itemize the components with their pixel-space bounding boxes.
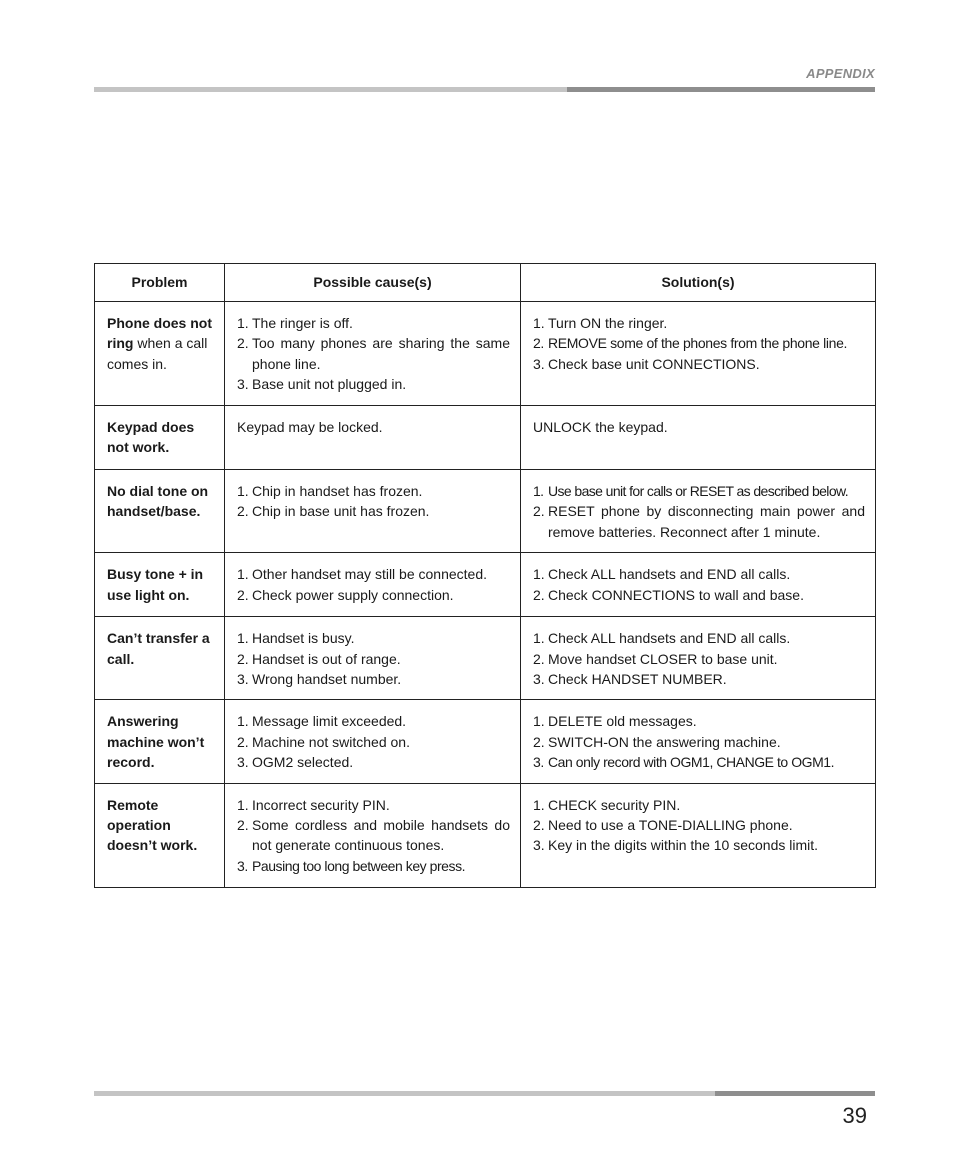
cause-item: 1. Incorrect security PIN. [237,796,390,813]
cause-text: Keypad may be locked. [237,419,383,435]
troubleshooting-table [94,263,876,888]
table-row [95,700,876,783]
section-label: APPENDIX [806,66,875,81]
table-row [95,406,876,470]
causes-cell [225,700,521,783]
solutions-cell [521,553,876,617]
solution-item: 1. Check ALL handsets and END all calls. [533,630,791,647]
solution-item: 1. CHECK security PIN. [533,796,681,813]
cause-item: 3. OGM2 selected. [237,754,354,771]
cause-item: 2. Handset is out of range. [237,650,401,667]
footer-rule [94,1091,875,1096]
problem-title: No dial tone on handset/base. [107,483,209,520]
problem-cell [95,783,225,887]
solutions-cell [521,700,876,783]
causes-cell [225,406,521,470]
solution-item: 1. Turn ON the ringer. [533,315,668,331]
cause-item: 3. Wrong handset number. [237,671,402,688]
problem-title: Keypad does not work. [107,419,195,456]
causes-cell [225,617,521,700]
cause-item: 3. Base unit not plugged in. [237,376,407,393]
problem-title: Remote operation doesn’t work. [107,796,198,854]
problem-cell [95,617,225,700]
cause-item: 3. Pausing too long between key press. [237,857,466,874]
problem-cell [95,700,225,783]
problem-cell [95,406,225,470]
table-row [95,783,876,887]
table-row [95,470,876,553]
solution-item: 3. Can only record with OGM1, CHANGE to OGM1. [533,754,835,771]
solutions-cell [521,470,876,553]
solution-item: 1. Check ALL handsets and END all calls. [533,566,791,583]
solution-item: 2. Move handset CLOSER to base unit. [533,650,778,667]
solutions-cell [521,406,876,470]
column-header-causes: Possible cause(s) [225,264,521,302]
cause-item: 1. The ringer is off. [237,315,353,331]
cause-item: 1. Chip in handset has frozen. [237,483,423,499]
table-row [95,302,876,406]
solution-item: 2. Check CONNECTIONS to wall and base. [533,586,804,603]
problem-title: Phone does not ring [107,315,212,352]
cause-item: 1. Handset is busy. [237,630,355,647]
solution-item: 3. Check base unit CONNECTIONS. [533,355,760,372]
header-rule [94,87,875,92]
page-number: 39 [842,1103,867,1128]
problem-cell [95,553,225,617]
solution-item: 3. Check HANDSET NUMBER. [533,671,727,688]
cause-item: 2. Machine not switched on. [237,733,410,750]
solution-item: 3. Key in the digits within the 10 seconds limit. [533,837,819,854]
solution-item: 2. SWITCH-ON the answering machine. [533,733,781,750]
problem-title: Busy tone + in use light on. [107,566,204,603]
solution-text: UNLOCK the keypad. [533,419,668,435]
solution-item: 2. REMOVE some of the phones from the phone line. [533,335,848,352]
causes-cell [225,783,521,887]
column-header-solutions: Solution(s) [521,264,876,302]
column-header-problem: Problem [95,264,225,302]
cause-item: 2. Chip in base unit has frozen. [237,503,430,520]
causes-cell [225,470,521,553]
solutions-cell [521,783,876,887]
solutions-cell [521,617,876,700]
table-row [95,617,876,700]
table-header-row [95,264,876,302]
cause-item: 2. Some cordless and mobile handsets do not generate continuous tones. [237,817,510,854]
problem-title: Can’t transfer a call. [107,630,210,667]
problem-title: Answering machine won’t record. [107,713,205,771]
solution-item: 1. Use base unit for calls or RESET as described below. [533,483,849,499]
cause-item: 2. Check power supply connection. [237,586,454,603]
cause-item: 2. Too many phones are sharing the same phone line. [237,335,510,372]
solution-item: 2. Need to use a TONE-DIALLING phone. [533,817,793,834]
problem-cell [95,302,225,406]
solution-item: 1. DELETE old messages. [533,713,697,730]
causes-cell [225,553,521,617]
problem-cell [95,470,225,553]
causes-cell [225,302,521,406]
problem-detail: when a call comes in. [107,335,208,372]
solutions-cell [521,302,876,406]
table-row [95,553,876,617]
cause-item: 1. Other handset may still be connected. [237,566,488,583]
cause-item: 1. Message limit exceeded. [237,713,407,730]
solution-item: 2. RESET phone by disconnecting main power and remove batteries. Reconnect after 1 minute. [533,503,865,540]
